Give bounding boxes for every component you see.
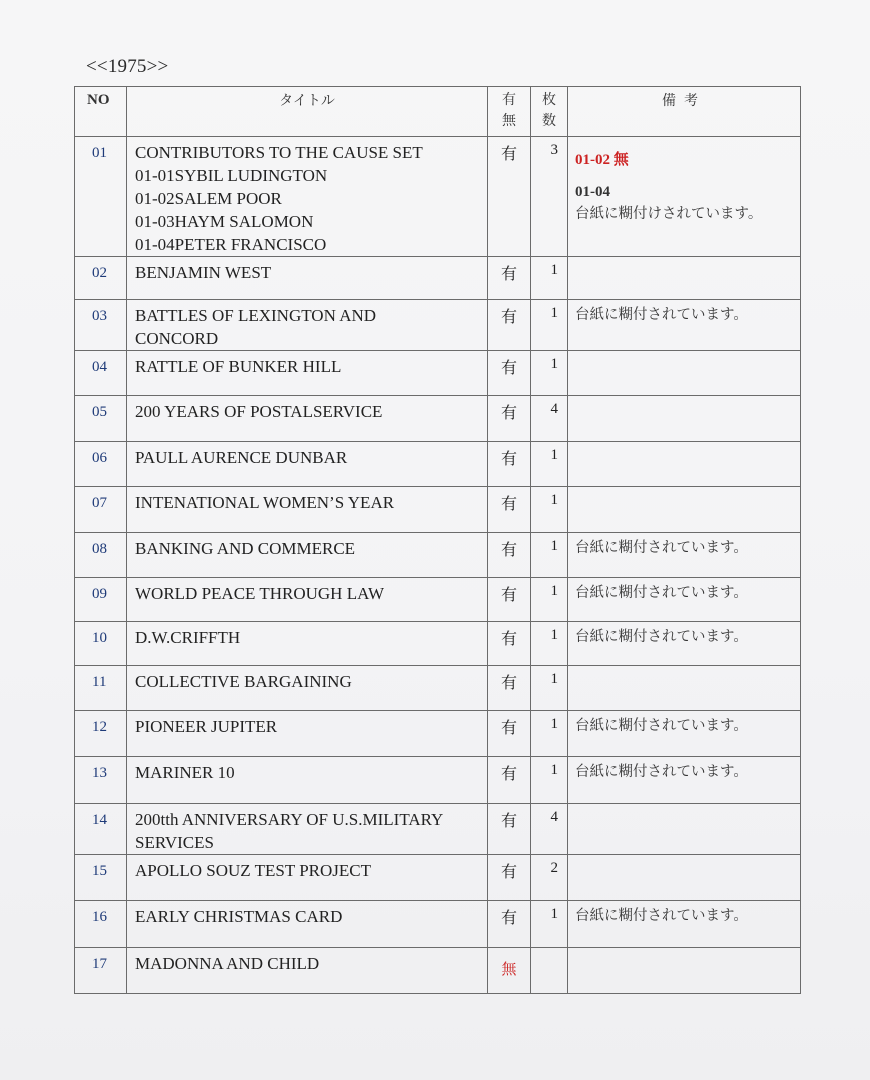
row-title-line1 xyxy=(135,304,487,327)
year-heading: <<1975>> xyxy=(86,56,169,77)
row-title: COLLECTIVE BARGAINING xyxy=(127,666,488,711)
header-remarks: 備考 xyxy=(568,87,801,137)
row-title: INTENATIONAL WOMEN’S YEAR xyxy=(127,487,488,533)
row-count: 1 xyxy=(531,578,568,622)
row-count: 1 xyxy=(531,757,568,804)
row-count: 4 xyxy=(531,804,568,855)
table-row xyxy=(75,257,801,300)
row-title-word: BATTLES xyxy=(135,306,208,325)
table-row xyxy=(75,300,801,351)
row-title xyxy=(127,137,488,257)
row-title: RATTLE OF BUNKER HILL xyxy=(127,351,488,396)
row-presence: 有 xyxy=(488,578,531,622)
remark-item-label: 01-04 xyxy=(575,184,610,200)
row-remarks xyxy=(568,804,801,855)
table-row xyxy=(75,137,801,257)
stamp-table xyxy=(74,86,801,994)
row-presence: 有 xyxy=(488,257,531,300)
row-number: 06 xyxy=(75,442,127,487)
row-remarks xyxy=(568,442,801,487)
row-title: EARLY CHRISTMAS CARD xyxy=(127,901,488,948)
row-remarks xyxy=(568,396,801,442)
header-no: NO xyxy=(75,87,127,137)
header-count xyxy=(531,87,568,137)
row-remarks: 台紙に糊付されています。 xyxy=(568,300,801,351)
table-row xyxy=(75,855,801,901)
row-count: 1 xyxy=(531,300,568,351)
row-title-line1: 200tth ANNIVERSARY OF U.S.MILITARY xyxy=(135,810,444,829)
row-title: PIONEER JUPITER xyxy=(127,711,488,757)
table-row xyxy=(75,901,801,948)
table-row xyxy=(75,351,801,396)
row-remarks: 台紙に糊付されています。 xyxy=(568,757,801,804)
row-title: 200 YEARS OF POSTALSERVICE xyxy=(127,396,488,442)
row-presence: 有 xyxy=(488,300,531,351)
row-title: BANKING AND COMMERCE xyxy=(127,533,488,578)
row-title: PAULL AURENCE DUNBAR xyxy=(127,442,488,487)
row-number: 13 xyxy=(75,757,127,804)
header-count-2: 数 xyxy=(542,113,556,129)
row-title xyxy=(127,300,488,351)
row-number: 01 xyxy=(75,137,127,257)
row-presence: 有 xyxy=(488,137,531,257)
row-remarks xyxy=(568,487,801,533)
row-number: 02 xyxy=(75,257,127,300)
row-count: 1 xyxy=(531,901,568,948)
row-title-line2: CONCORD xyxy=(135,329,219,348)
row-title: D.W.CRIFFTH xyxy=(127,622,488,666)
row-presence: 有 xyxy=(488,351,531,396)
row-presence: 有 xyxy=(488,855,531,901)
table-row xyxy=(75,622,801,666)
row-title-word: LEXINGTON xyxy=(237,306,336,325)
row-presence: 有 xyxy=(488,666,531,711)
row-remarks xyxy=(568,948,801,994)
row-count: 3 xyxy=(531,137,568,257)
row-count: 1 xyxy=(531,487,568,533)
table-row xyxy=(75,578,801,622)
row-number: 16 xyxy=(75,901,127,948)
row-number: 08 xyxy=(75,533,127,578)
row-presence: 有 xyxy=(488,804,531,855)
table-row xyxy=(75,711,801,757)
row-remarks: 台紙に糊付されています。 xyxy=(568,578,801,622)
row-count: 1 xyxy=(531,351,568,396)
row-number: 12 xyxy=(75,711,127,757)
row-number: 03 xyxy=(75,300,127,351)
row-count: 1 xyxy=(531,666,568,711)
header-row xyxy=(75,87,801,137)
row-title-word: AND xyxy=(339,306,377,325)
row-title-sub: 01-03HAYM SALOMON xyxy=(135,212,314,231)
row-remarks xyxy=(568,855,801,901)
header-presence-2: 無 xyxy=(502,113,516,129)
row-title-line2: SERVICES xyxy=(135,833,214,852)
row-presence: 有 xyxy=(488,533,531,578)
row-count: 1 xyxy=(531,442,568,487)
row-title-main: CONTRIBUTORS TO THE CAUSE SET xyxy=(135,143,423,162)
row-number: 11 xyxy=(75,666,127,711)
remark-text: 台紙に糊付けされています。 xyxy=(575,206,763,222)
row-number: 15 xyxy=(75,855,127,901)
remark-missing: 01-02 無 xyxy=(575,152,629,168)
header-title: タイトル xyxy=(127,87,488,137)
row-number: 14 xyxy=(75,804,127,855)
row-presence: 有 xyxy=(488,622,531,666)
row-title-sub: 01-01SYBIL LUDINGTON xyxy=(135,166,328,185)
row-remarks: 台紙に糊付されています。 xyxy=(568,622,801,666)
row-count: 2 xyxy=(531,855,568,901)
row-remarks: 台紙に糊付されています。 xyxy=(568,901,801,948)
row-title: APOLLO SOUZ TEST PROJECT xyxy=(127,855,488,901)
row-remarks xyxy=(568,137,801,257)
row-remarks: 台紙に糊付されています。 xyxy=(568,711,801,757)
table-row xyxy=(75,757,801,804)
header-count-1: 枚 xyxy=(542,92,556,108)
row-remarks xyxy=(568,666,801,711)
table-row xyxy=(75,487,801,533)
table-row xyxy=(75,804,801,855)
header-presence-1: 有 xyxy=(502,92,516,108)
row-title: BENJAMIN WEST xyxy=(127,257,488,300)
row-title-sub: 01-02SALEM POOR xyxy=(135,189,282,208)
table-row xyxy=(75,666,801,711)
row-count xyxy=(531,948,568,994)
table-row xyxy=(75,948,801,994)
header-presence xyxy=(488,87,531,137)
row-title: WORLD PEACE THROUGH LAW xyxy=(127,578,488,622)
row-title xyxy=(127,804,488,855)
row-title-sub: 01-04PETER FRANCISCO xyxy=(135,235,327,254)
row-number: 04 xyxy=(75,351,127,396)
row-count: 1 xyxy=(531,711,568,757)
row-number: 17 xyxy=(75,948,127,994)
row-number: 09 xyxy=(75,578,127,622)
row-count: 1 xyxy=(531,533,568,578)
row-presence: 有 xyxy=(488,487,531,533)
row-remarks: 台紙に糊付されています。 xyxy=(568,533,801,578)
row-presence: 有 xyxy=(488,396,531,442)
row-title-word: OF xyxy=(211,306,234,325)
row-count: 4 xyxy=(531,396,568,442)
table-row xyxy=(75,396,801,442)
row-number: 10 xyxy=(75,622,127,666)
row-presence: 有 xyxy=(488,711,531,757)
table-row xyxy=(75,442,801,487)
row-number: 05 xyxy=(75,396,127,442)
table-row xyxy=(75,533,801,578)
row-title: MADONNA AND CHILD xyxy=(127,948,488,994)
row-presence: 有 xyxy=(488,901,531,948)
row-title: MARINER 10 xyxy=(127,757,488,804)
row-presence: 有 xyxy=(488,442,531,487)
row-number: 07 xyxy=(75,487,127,533)
row-remarks xyxy=(568,351,801,396)
row-presence: 有 xyxy=(488,757,531,804)
row-remarks xyxy=(568,257,801,300)
row-presence: 無 xyxy=(488,948,531,994)
row-count: 1 xyxy=(531,257,568,300)
row-count: 1 xyxy=(531,622,568,666)
